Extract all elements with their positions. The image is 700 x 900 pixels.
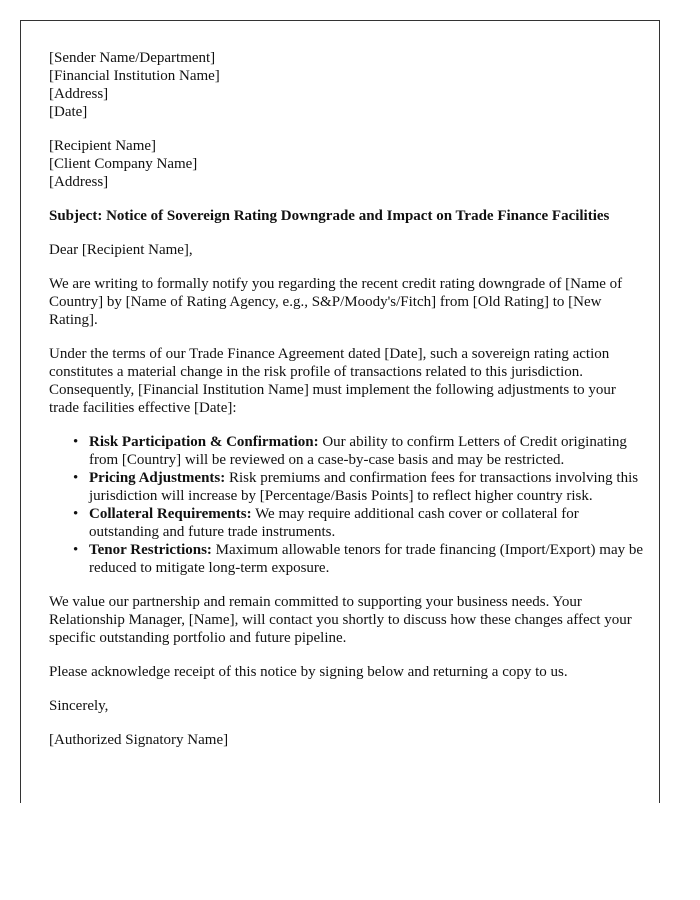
intro-paragraph: We are writing to formally notify you regarding the recent credit rating downgrade of [Name of Country] by [Name of Rating Agency, e.g., S&P/Moody's/Fitch] from [Old Rating] to [New Rating]. bbox=[49, 276, 623, 328]
adjustment-text: Our ability to confirm Letters of Credit originating from [Country] will be reviewed on a case-by-case basis and may be restricted. bbox=[89, 434, 627, 468]
recipient-address: [Address] bbox=[49, 174, 109, 190]
adjustments-list bbox=[49, 433, 649, 577]
adjustment-term: Risk Participation & Confirmation: bbox=[89, 434, 319, 450]
list-item-collateral-requirements bbox=[73, 505, 649, 541]
sender-name: [Sender Name/Department] bbox=[49, 50, 216, 66]
adjustment-text: Maximum allowable tenors for trade financing (Import/Export) may be reduced to mitigate long-term exposure. bbox=[89, 542, 644, 576]
bullet-icon: • bbox=[73, 506, 79, 522]
letter-page bbox=[20, 20, 660, 803]
sender-address: [Address] bbox=[49, 86, 109, 102]
list-item-tenor-restrictions bbox=[73, 541, 649, 577]
recipient-address-block bbox=[49, 137, 649, 191]
bullet-icon: • bbox=[73, 434, 79, 450]
adjustment-text: Risk premiums and confirmation fees for transactions involving this jurisdiction will increase by [Percentage/Basis Points] to reflect higher country risk. bbox=[89, 470, 639, 504]
adjustment-text: We may require additional cash cover or collateral for outstanding and future trade instruments. bbox=[89, 506, 579, 540]
bullet-icon: • bbox=[73, 542, 79, 558]
bullet-icon: • bbox=[73, 470, 79, 486]
terms-paragraph: Under the terms of our Trade Finance Agreement dated [Date], such a sovereign rating action constitutes a material change in the risk profile of transactions related to this jurisdiction. Consequently, [Financial Institution Name] must implement the following adjustments to your trade facilities effective [Date]: bbox=[49, 346, 616, 416]
signatory-name: [Authorized Signatory Name] bbox=[49, 732, 229, 748]
subject-line: Subject: Notice of Sovereign Rating Downgrade and Impact on Trade Finance Facilities bbox=[49, 208, 610, 224]
sender-institution: [Financial Institution Name] bbox=[49, 68, 220, 84]
adjustment-term: Collateral Requirements: bbox=[89, 506, 252, 522]
salutation: Dear [Recipient Name], bbox=[49, 242, 193, 258]
list-item-risk-participation bbox=[73, 433, 649, 469]
list-item-pricing-adjustments bbox=[73, 469, 649, 505]
partnership-paragraph: We value our partnership and remain committed to supporting your business needs. Your Relationship Manager, [Name], will contact you shortly to discuss how these changes affect your specific outstanding portfolio and future pipeline. bbox=[49, 594, 632, 646]
closing: Sincerely, bbox=[49, 698, 109, 714]
acknowledge-paragraph: Please acknowledge receipt of this notice by signing below and returning a copy to us. bbox=[49, 664, 568, 680]
letter-date: [Date] bbox=[49, 104, 88, 120]
recipient-name: [Recipient Name] bbox=[49, 138, 157, 154]
adjustment-term: Tenor Restrictions: bbox=[89, 542, 212, 558]
recipient-company: [Client Company Name] bbox=[49, 156, 198, 172]
letter-content bbox=[49, 49, 649, 749]
adjustment-term: Pricing Adjustments: bbox=[89, 470, 226, 486]
sender-address-block bbox=[49, 49, 649, 121]
